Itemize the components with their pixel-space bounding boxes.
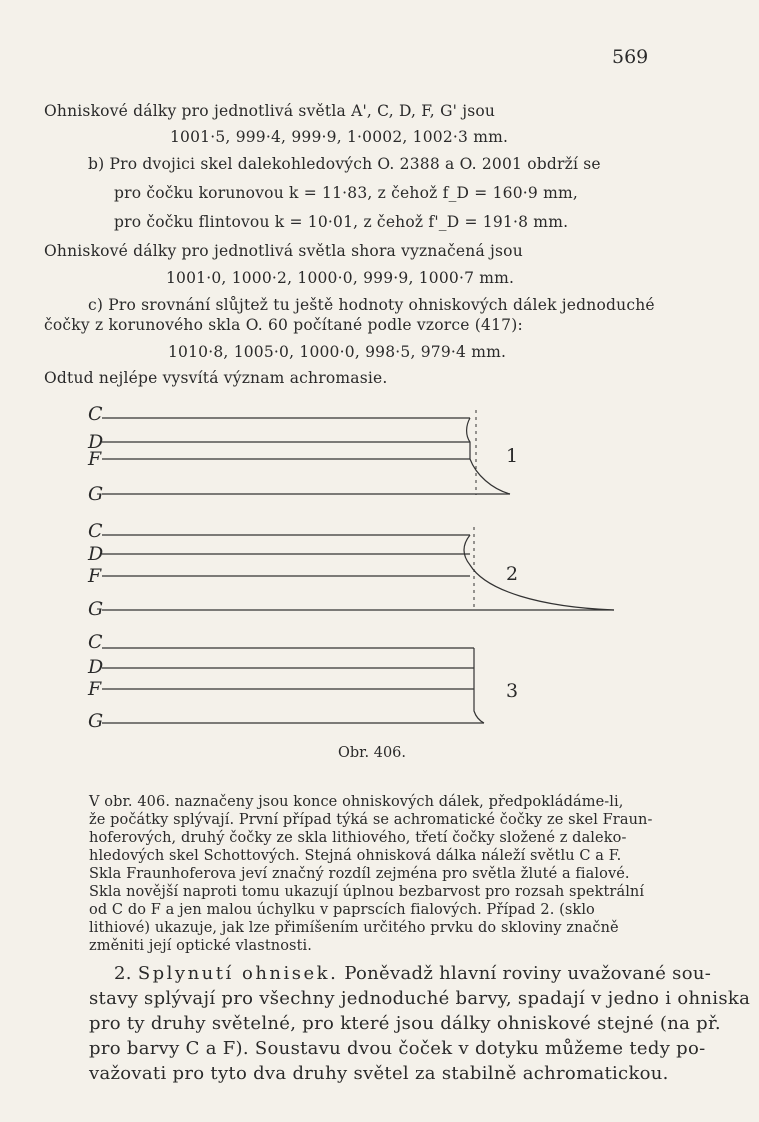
focal-values-b: 1001·0, 1000·2, 1000·0, 999·9, 1000·7 mm. <box>166 269 515 287</box>
para-v-line-8: lithiové) ukazuje, jak lze přimíšením určitého prvku do skloviny značně <box>89 920 619 936</box>
figure-caption: Obr. 406. <box>338 745 407 761</box>
para-c-line-1: c) Pro srovnání slůjtež tu ještě hodnoty ohniskových dálek jednoduché <box>88 296 655 314</box>
label-D-1: D <box>88 431 104 453</box>
label-F-3: F <box>88 678 102 700</box>
section-2-line-3: pro ty druhy světelné, pro které jsou dálky ohniskové stejné (na př. <box>89 1013 721 1034</box>
diagram-number-1: 1 <box>506 445 519 467</box>
focal-lengths-intro: Ohniskové dálky pro jednotlivá světla A', C, D, F, G' jsou <box>44 102 496 120</box>
label-G-3: G <box>88 710 104 732</box>
label-F-2: F <box>88 565 102 587</box>
label-G-1: G <box>88 483 104 505</box>
section-2-line-4: pro barvy C a F). Soustavu dvou čoček v dotyku můžeme tedy po- <box>89 1038 706 1059</box>
para-c-line-2: čočky z korunového skla O. 60 počítané podle vzorce (417): <box>44 316 523 334</box>
para-v-line-7: od C do F a jen malou úchylku v paprscích fialových. Případ 2. (sklo <box>89 902 595 918</box>
para-b-line-3: pro čočku flintovou k = 10·01, z čehož f'_D = 191·8 mm. <box>114 213 569 231</box>
para-v-line-3: hoferových, druhý čočky ze skla lithiového, třetí čočky složené z daleko- <box>89 830 627 846</box>
para-b-line-4: Ohniskové dálky pro jednotlivá světla shora vyznačená jsou <box>44 242 523 260</box>
para-v-line-9: změniti její optické vlastnosti. <box>89 938 312 954</box>
label-C-3: C <box>88 631 103 653</box>
page-number: 569 <box>612 46 649 68</box>
section-2-first-line <box>114 963 711 984</box>
para-v-line-5: Skla Fraunhoferova jeví značný rozdíl zejména pro světla žluté a fialové. <box>89 866 630 882</box>
focal-values-c: 1010·8, 1005·0, 1000·0, 998·5, 979·4 mm. <box>168 343 507 361</box>
label-D-3: D <box>88 656 104 678</box>
diagram-number-2: 2 <box>506 563 519 585</box>
achromatism-figure <box>0 395 759 745</box>
para-c-line-4: Odtud nejlépe vysvítá význam achromasie. <box>44 369 388 387</box>
para-v-line-2: že počátky splývají. První případ týká se achromatické čočky ze skel Fraun- <box>89 812 653 828</box>
para-v-line-1: V obr. 406. naznačeny jsou konce ohniskových dálek, předpokládáme-li, <box>89 794 624 810</box>
label-D-2: D <box>88 543 104 565</box>
section-2-line-1: Poněvadž hlavní roviny uvažované sou- <box>344 963 712 984</box>
label-G-2: G <box>88 598 104 620</box>
focal-values-a: 1001·5, 999·4, 999·9, 1·0002, 1002·3 mm. <box>170 128 509 146</box>
label-C-2: C <box>88 520 103 542</box>
para-b-line-1: b) Pro dvojici skel dalekohledových O. 2388 a O. 2001 obdrží se <box>88 155 601 173</box>
para-v-line-4: hledových skel Schottových. Stejná ohnisková dálka náleží světlu C a F. <box>89 848 622 864</box>
section-2-line-2: stavy splývají pro všechny jednoduché barvy, spadají v jedno i ohniska <box>89 988 751 1009</box>
para-v-line-6: Skla novější naproti tomu ukazují úplnou bezbarvost pro rozsah spektrální <box>89 884 645 900</box>
label-C-1: C <box>88 403 103 425</box>
diagram-number-3: 3 <box>506 680 519 702</box>
section-2-number: 2. <box>114 963 132 984</box>
para-b-line-2: pro čočku korunovou k = 11·83, z čehož f_D = 160·9 mm, <box>114 184 579 202</box>
section-2-heading: Splynutí ohnisek. <box>137 963 339 984</box>
label-F-1: F <box>88 448 102 470</box>
section-2-line-5: važovati pro tyto dva druhy světel za stabilně achromatickou. <box>89 1063 669 1084</box>
